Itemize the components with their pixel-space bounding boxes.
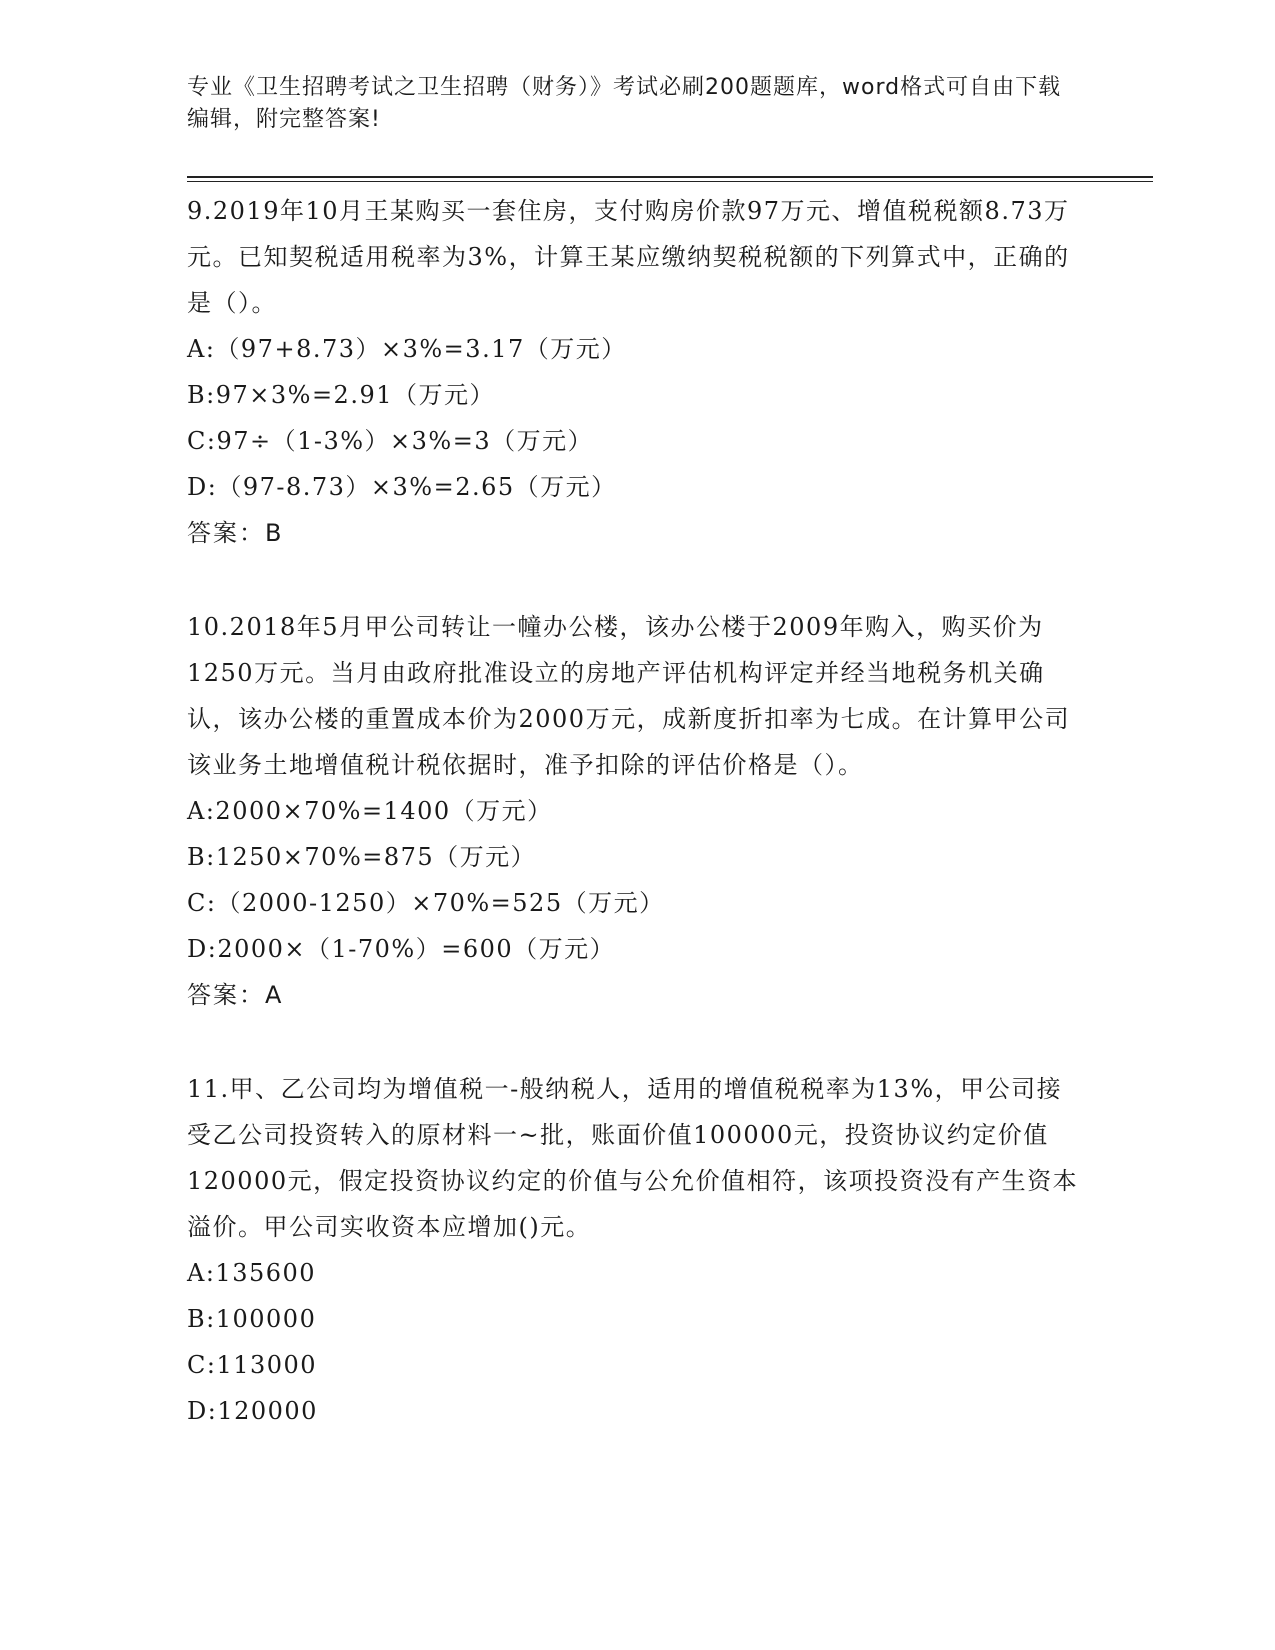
- option-a: A:（97+8.73）×3%=3.17（万元）: [187, 335, 627, 363]
- option-b: B:1250×70%=875（万元）: [187, 843, 537, 871]
- option-b: B:100000: [187, 1305, 317, 1333]
- question-stem: 9.2019年10月王某购买一套住房，支付购房价款97万元、增值税税额8.73万元。已知契税适用税率为3%，计算王某应缴纳契税税额的下列算式中，正确的是（）。: [187, 197, 1070, 317]
- option-b: B:97×3%=2.91（万元）: [187, 381, 495, 409]
- question-9: [187, 188, 1087, 556]
- option-d: D:（97-8.73）×3%=2.65（万元）: [187, 473, 617, 501]
- answer-label: 答案：B: [187, 519, 284, 547]
- option-a: A:135600: [187, 1259, 317, 1287]
- option-c: C:113000: [187, 1351, 318, 1379]
- option-c: C:（2000-1250）×70%=525（万元）: [187, 889, 665, 917]
- document-header: 专业《卫生招聘考试之卫生招聘（财务）》考试必刷200题题库，word格式可自由下载编辑，附完整答案!: [187, 75, 1062, 132]
- header-rule-thin: [187, 181, 1153, 182]
- question-stem: 11.甲、乙公司均为增值税一-般纳税人，适用的增值税税率为13%，甲公司接受乙公司投资转入的原材料一~批，账面价值100000元，投资协议约定价值120000元，假定投资协议约定的价值与公允价值相符，该项投资没有产生资本溢价。甲公司实收资本应增加()元。: [187, 1075, 1079, 1241]
- question-list: [187, 188, 1087, 1482]
- option-a: A:2000×70%=1400（万元）: [187, 797, 553, 825]
- question-10: [187, 604, 1087, 1018]
- option-d: D:120000: [187, 1397, 318, 1425]
- option-d: D:2000×（1-70%）=600（万元）: [187, 935, 616, 963]
- question-stem: 10.2018年5月甲公司转让一幢办公楼，该办公楼于2009年购入，购买价为1250万元。当月由政府批准设立的房地产评估机构评定并经当地税务机关确认，该办公楼的重置成本价为2000万元，成新度折扣率为七成。在计算甲公司该业务土地增值税计税依据时，准予扣除的评估价格是（）。: [187, 613, 1071, 779]
- header-rule-thick: [187, 176, 1153, 178]
- question-11: [187, 1066, 1087, 1434]
- option-c: C:97÷（1-3%）×3%=3（万元）: [187, 427, 594, 455]
- answer-label: 答案：A: [187, 981, 284, 1009]
